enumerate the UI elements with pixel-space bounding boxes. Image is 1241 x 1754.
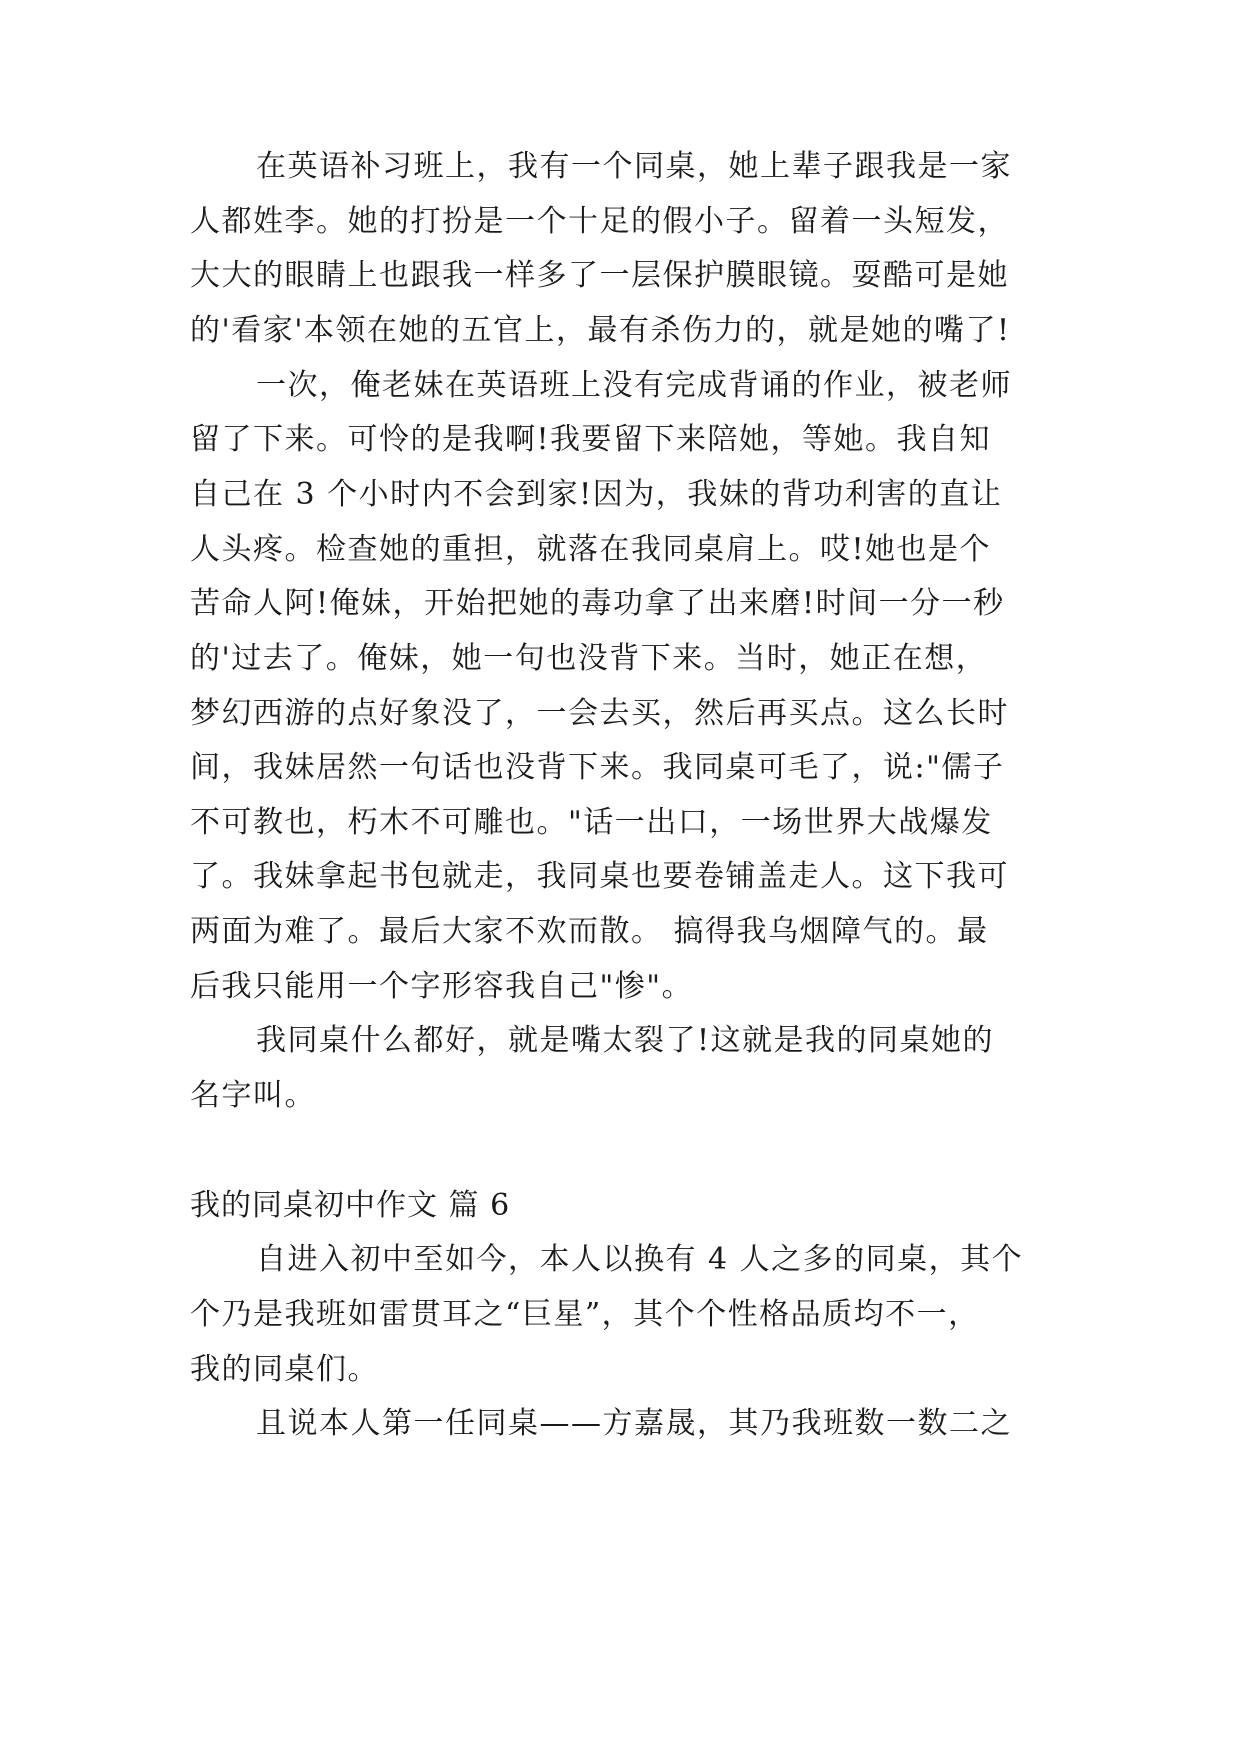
section-paragraph-1-line-2: 个乃是我班如雷贯耳之“巨星”，其个个性格品质均不一，	[190, 1297, 980, 1332]
paragraph-2-line-1: 一次，俺老妹在英语班上没有完成背诵的作业，被老师	[256, 368, 1012, 403]
section-paragraph-1-line-1: 自进入初中至如今，本人以换有 4 人之多的同桌，其个	[256, 1242, 1024, 1277]
section-paragraph-1-line-3: 我的同桌们。	[190, 1352, 379, 1387]
paragraph-2-line-11: 两面为难了。最后大家不欢而散。 搞得我乌烟障气的。最	[190, 914, 989, 949]
section-paragraph-2-line-1: 且说本人第一任同桌——方嘉晟，其乃我班数一数二之	[256, 1406, 1012, 1441]
paragraph-3-line-1: 我同桌什么都好，就是嘴太裂了!这就是我的同桌她的	[256, 1023, 995, 1058]
paragraph-1-line-2: 人都姓李。她的打扮是一个十足的假小子。留着一头短发，	[190, 204, 1009, 239]
paragraph-1-line-3: 大大的眼睛上也跟我一样多了一层保护膜眼镜。耍酷可是她	[190, 258, 1009, 293]
paragraph-2-line-9: 不可教也，朽木不可雕也。"话一出口，一场世界大战爆发	[190, 805, 993, 840]
paragraph-1-line-4: 的'看家'本领在她的五官上，最有杀伤力的，就是她的嘴了!	[190, 313, 1011, 348]
paragraph-2-line-5: 苦命人阿!俺妹，开始把她的毒功拿了出来磨!时间一分一秒	[190, 586, 1005, 621]
paragraph-2-line-3: 自己在 3 个小时内不会到家!因为，我妹的背功利害的直让	[190, 477, 1003, 512]
paragraph-2-line-6: 的'过去了。俺妹，她一句也没背下来。当时，她正在想，	[190, 641, 988, 676]
paragraph-2-line-4: 人头疼。检查她的重担，就落在我同桌肩上。哎!她也是个	[190, 532, 992, 567]
paragraph-2-line-12: 后我只能用一个字形容我自己"惨"。	[190, 969, 694, 1004]
paragraph-1-line-1: 在英语补习班上，我有一个同桌，她上辈子跟我是一家	[256, 149, 1012, 184]
section-heading: 我的同桌初中作文 篇 6	[190, 1188, 511, 1223]
paragraph-2-line-10: 了。我妹拿起书包就走，我同桌也要卷铺盖走人。这下我可	[190, 859, 1009, 894]
paragraph-2-line-2: 留了下来。可怜的是我啊!我要留下来陪她，等她。我自知	[190, 422, 992, 457]
paragraph-3-line-2: 名字叫。	[190, 1078, 316, 1113]
paragraph-2-line-8: 间，我妹居然一句话也没背下来。我同桌可毛了，说:"儒子	[190, 750, 1005, 785]
paragraph-2-line-7: 梦幻西游的点好象没了，一会去买，然后再买点。这么长时	[190, 696, 1009, 731]
